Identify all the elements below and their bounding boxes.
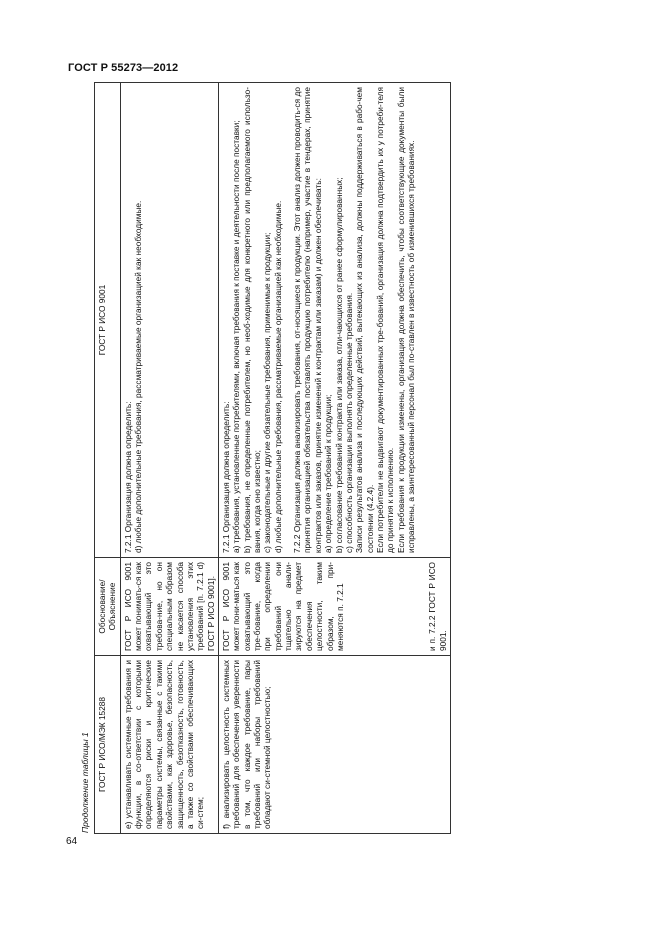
- cell-iso15288: [120, 656, 218, 834]
- cell-text: Если требования к продукции изменены, организация должна обеспечить, чтобы соответствующие документы были исправлены, а заинтересованный персонал был по-ставлен в известность об изменившихся требованиях.: [395, 87, 417, 553]
- table-row: [120, 83, 218, 834]
- cell-text: и п. 7.2.2 ГОСТ Р ИСО 9001.: [427, 562, 448, 651]
- column-header-justification: Обоснование/Объяснение: [95, 558, 121, 656]
- table-row: [218, 83, 450, 834]
- cell-text: d) любые дополнительные требования, рассматриваемые организацией как необходимые.: [272, 200, 283, 553]
- column-header-iso9001: ГОСТ Р ИСО 9001: [95, 83, 121, 558]
- cell-text: d) любые дополнительные требования, рассматриваемые организацией как необходимые.: [133, 200, 144, 553]
- cell-text: b) требования, не определенные потребителем, но необ-ходимые для конкретного или предполагаемого использо-вания, когда оно известно;: [241, 87, 263, 553]
- cell-text: 7.2.1 Организация должна определить:: [220, 401, 231, 553]
- cell-text: ГОСТ Р ИСО 9001 может понимать-ся как охватывающий это требова-ние, но он специальным образом не касается способа установления этих требований [п. 7.2.1 d) ГОСТ Р ИСО 9001].: [122, 562, 216, 651]
- table-header-row: [95, 83, 121, 834]
- cell-justification: [120, 558, 218, 656]
- rotated-table-area: [80, 83, 586, 834]
- cell-text: b) согласование требований контракта или заказа, отли-чающихся от ранее сформулированных;: [333, 177, 344, 553]
- column-header-iso15288: ГОСТ Р ИСО/МЭК 15288: [95, 656, 121, 834]
- cell-iso9001: [120, 83, 218, 558]
- cell-text: ГОСТ Р ИСО 9001 может пони-маться как охватывающий это тре-бование, когда при определении требований они тщательно анали-зируются на предмет обеспечения целостности, таким образом, при-меняются п. 7.2.1: [220, 562, 345, 651]
- cell-text: a) требования, установленные потребителями, включая требования к поставке и деятельности после поставки;: [231, 120, 242, 553]
- cell-text: e) устанавливать системные требования и функции, в со-ответствии с которыми определяются риски и критические параметры системы, связанные с такими свойствами, как здоровье, безопасность, защищенность, безотказность, готовность, а также со свойствами обеспечивающих си-стем;: [122, 660, 206, 829]
- table-caption: Продолжение таблицы 1: [80, 732, 90, 833]
- cell-text: Записи результатов анализа и последующих действий, вытекающих из анализа, должны поддерживаться в рабо-чем состоянии (4.2.4).: [354, 87, 375, 553]
- cell-text: c) способность организации выполнять определенные требования.: [343, 292, 354, 553]
- cell-justification: [218, 558, 450, 656]
- cell-text: f) анализировать целостность системных требований для обеспечения уверенности в том, что каждое требование, пары требований или наборы требований обладают си-стемной целостностью;: [220, 660, 273, 829]
- cell-text: 7.2.1 Организация должна определить:: [122, 401, 133, 553]
- document-header: ГОСТ Р 55273—2012: [68, 62, 179, 74]
- comparison-table: [94, 82, 451, 834]
- cell-text: Если потребители не выдвигают документированных тре-бований, организация должна подтвердить их у потреби-теля до принятия к исполнению.: [374, 87, 396, 553]
- cell-iso9001: [218, 83, 450, 558]
- cell-text: c) законодательные и другие обязательные требования, применимые к продукции;: [262, 232, 273, 553]
- page-number: 64: [66, 836, 78, 847]
- cell-text: 7.2.2 Организация должна анализировать требования, от-носящиеся к продукции. Этот анализ должен проводить-ся до принятия организацией обязательства поставлять продукцию потребителю (например, участие в тендерах, принятие контрактов или заказов, принятие изменений к контрактам или заказам) и должен обеспечивать:: [292, 87, 323, 553]
- cell-text: a) определение требований к продукции;: [323, 394, 334, 553]
- cell-iso15288: [218, 656, 450, 834]
